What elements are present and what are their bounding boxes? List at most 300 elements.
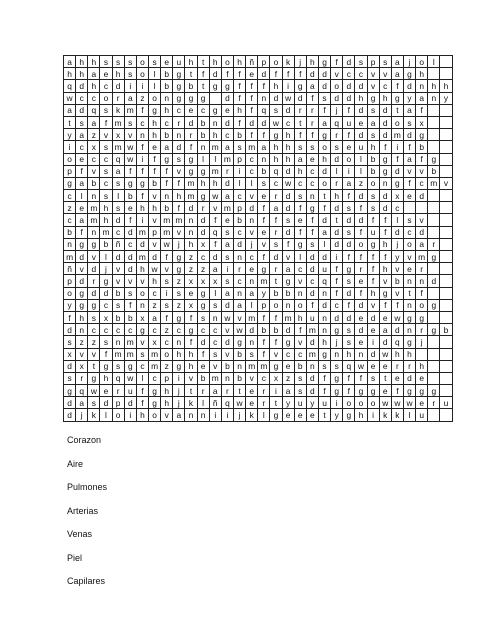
grid-cell: s — [124, 68, 136, 80]
grid-cell: f — [124, 165, 136, 177]
grid-cell: a — [161, 141, 173, 153]
grid-cell: l — [76, 190, 88, 202]
grid-row — [64, 104, 453, 116]
grid-cell: n — [88, 226, 100, 238]
grid-cell: v — [270, 348, 282, 360]
grid-cell: d — [379, 190, 391, 202]
grid-cell: c — [294, 263, 306, 275]
grid-cell: f — [185, 336, 197, 348]
grid-cell: f — [270, 68, 282, 80]
grid-cell: r — [221, 165, 233, 177]
grid-cell: m — [282, 311, 294, 323]
grid-cell: f — [379, 251, 391, 263]
grid-cell: l — [148, 68, 160, 80]
grid-cell: e — [197, 360, 209, 372]
grid-cell: r — [331, 129, 343, 141]
grid-cell: d — [403, 80, 415, 92]
grid-cell: f — [367, 275, 379, 287]
grid-cell: q — [64, 80, 76, 92]
grid-cell: t — [403, 287, 415, 299]
grid-cell: d — [379, 336, 391, 348]
word-list-item: Venas — [67, 529, 93, 539]
grid-cell: c — [88, 92, 100, 104]
grid-cell: m — [100, 226, 112, 238]
grid-cell: d — [294, 92, 306, 104]
grid-cell: n — [112, 336, 124, 348]
grid-cell: h — [185, 348, 197, 360]
grid-row — [64, 165, 453, 177]
grid-cell: l — [136, 372, 148, 384]
grid-cell: d — [318, 165, 330, 177]
grid-row — [64, 202, 453, 214]
grid-cell: c — [148, 324, 160, 336]
grid-cell: d — [112, 80, 124, 92]
grid-cell: s — [367, 190, 379, 202]
grid-cell — [440, 311, 452, 323]
grid-cell: d — [246, 202, 258, 214]
grid-cell: f — [355, 372, 367, 384]
grid-cell: c — [100, 177, 112, 189]
grid-cell: j — [233, 409, 245, 421]
grid-cell: d — [221, 92, 233, 104]
grid-cell: d — [343, 311, 355, 323]
grid-cell: h — [282, 129, 294, 141]
grid-cell: w — [391, 397, 403, 409]
grid-cell: n — [403, 275, 415, 287]
grid-cell: t — [270, 397, 282, 409]
grid-cell: z — [148, 299, 160, 311]
grid-row — [64, 190, 453, 202]
grid-cell: d — [221, 299, 233, 311]
grid-cell: y — [440, 92, 452, 104]
grid-cell: b — [367, 165, 379, 177]
grid-cell: c — [343, 68, 355, 80]
grid-cell: s — [318, 360, 330, 372]
grid-cell: f — [270, 214, 282, 226]
grid-cell: v — [246, 226, 258, 238]
grid-cell: f — [209, 214, 221, 226]
grid-cell: d — [343, 287, 355, 299]
grid-cell: a — [221, 141, 233, 153]
grid-cell: s — [173, 153, 185, 165]
grid-cell: b — [88, 177, 100, 189]
grid-cell: o — [403, 238, 415, 250]
grid-cell: e — [391, 372, 403, 384]
grid-cell: p — [233, 202, 245, 214]
grid-cell: m — [148, 360, 160, 372]
grid-cell: e — [403, 263, 415, 275]
grid-cell: o — [331, 80, 343, 92]
grid-cell: h — [428, 80, 440, 92]
grid-cell: e — [367, 360, 379, 372]
grid-cell: h — [355, 409, 367, 421]
grid-cell: p — [64, 275, 76, 287]
grid-cell: g — [343, 409, 355, 421]
grid-cell: f — [282, 238, 294, 250]
grid-cell: k — [88, 409, 100, 421]
grid-cell: h — [391, 348, 403, 360]
grid-cell: c — [136, 116, 148, 128]
grid-cell: f — [246, 104, 258, 116]
grid-cell: d — [343, 56, 355, 68]
grid-cell: w — [221, 311, 233, 323]
grid-cell: h — [88, 80, 100, 92]
grid-cell: h — [379, 238, 391, 250]
grid-cell: u — [440, 397, 452, 409]
grid-cell: f — [258, 80, 270, 92]
grid-cell: d — [282, 104, 294, 116]
grid-cell: h — [282, 153, 294, 165]
grid-cell: g — [173, 68, 185, 80]
grid-cell: v — [391, 263, 403, 275]
grid-cell: q — [209, 226, 221, 238]
grid-cell: d — [282, 165, 294, 177]
grid-cell: s — [343, 202, 355, 214]
grid-cell: n — [185, 226, 197, 238]
grid-cell: s — [294, 385, 306, 397]
grid-cell: c — [136, 360, 148, 372]
grid-cell: v — [88, 251, 100, 263]
grid-row — [64, 287, 453, 299]
grid-cell: c — [197, 104, 209, 116]
grid-cell: f — [416, 104, 428, 116]
grid-cell: s — [112, 360, 124, 372]
grid-cell: b — [270, 324, 282, 336]
grid-cell: n — [416, 80, 428, 92]
grid-cell: g — [124, 177, 136, 189]
grid-cell: d — [428, 275, 440, 287]
grid-cell: s — [124, 287, 136, 299]
grid-cell: d — [88, 287, 100, 299]
grid-cell: m — [112, 141, 124, 153]
grid-row — [64, 348, 453, 360]
grid-row — [64, 409, 453, 421]
grid-cell: d — [233, 238, 245, 250]
grid-cell: r — [185, 129, 197, 141]
grid-cell: p — [367, 56, 379, 68]
grid-cell: n — [209, 116, 221, 128]
grid-cell: c — [294, 348, 306, 360]
grid-cell: g — [403, 68, 415, 80]
grid-cell: s — [403, 214, 415, 226]
grid-cell: d — [282, 226, 294, 238]
grid-cell: q — [221, 397, 233, 409]
grid-cell: p — [161, 372, 173, 384]
grid-cell: i — [124, 409, 136, 421]
grid-cell: w — [391, 311, 403, 323]
grid-cell: s — [403, 116, 415, 128]
grid-cell: r — [391, 360, 403, 372]
grid-cell: m — [246, 360, 258, 372]
grid-cell — [428, 287, 440, 299]
grid-cell: y — [64, 129, 76, 141]
grid-row — [64, 385, 453, 397]
grid-cell: n — [355, 348, 367, 360]
grid-cell: b — [112, 287, 124, 299]
grid-cell: b — [221, 360, 233, 372]
grid-cell: h — [148, 275, 160, 287]
grid-cell: g — [282, 336, 294, 348]
grid-cell: d — [306, 336, 318, 348]
grid-cell: g — [209, 104, 221, 116]
grid-cell: d — [112, 251, 124, 263]
grid-cell: f — [100, 116, 112, 128]
grid-cell: m — [258, 275, 270, 287]
grid-cell: t — [64, 116, 76, 128]
grid-cell: l — [391, 214, 403, 226]
grid-cell: y — [331, 409, 343, 421]
grid-cell: h — [318, 336, 330, 348]
grid-cell: c — [233, 275, 245, 287]
grid-cell: c — [173, 324, 185, 336]
grid-cell: e — [100, 68, 112, 80]
grid-cell: q — [331, 116, 343, 128]
grid-cell: f — [76, 226, 88, 238]
grid-cell: n — [161, 190, 173, 202]
grid-cell: x — [197, 275, 209, 287]
grid-cell: f — [331, 56, 343, 68]
grid-cell: o — [355, 397, 367, 409]
grid-cell: g — [88, 299, 100, 311]
grid-cell: w — [88, 385, 100, 397]
grid-cell: d — [306, 263, 318, 275]
grid-row — [64, 214, 453, 226]
grid-cell: r — [258, 397, 270, 409]
grid-cell: g — [185, 324, 197, 336]
grid-cell: d — [124, 397, 136, 409]
grid-cell: d — [124, 226, 136, 238]
grid-row — [64, 177, 453, 189]
grid-cell: k — [112, 104, 124, 116]
grid-cell: g — [428, 299, 440, 311]
grid-cell: e — [100, 385, 112, 397]
grid-cell: x — [416, 116, 428, 128]
grid-cell: a — [76, 177, 88, 189]
grid-row — [64, 324, 453, 336]
grid-cell: v — [148, 214, 160, 226]
grid-cell: o — [355, 238, 367, 250]
grid-cell: w — [270, 116, 282, 128]
grid-cell: u — [416, 409, 428, 421]
grid-cell: h — [416, 68, 428, 80]
grid-cell: d — [124, 251, 136, 263]
grid-cell: x — [100, 311, 112, 323]
grid-cell — [428, 68, 440, 80]
grid-cell: e — [258, 226, 270, 238]
grid-cell: t — [331, 214, 343, 226]
grid-cell — [440, 56, 452, 68]
grid-cell: a — [221, 287, 233, 299]
grid-cell: a — [64, 56, 76, 68]
grid-cell: t — [294, 116, 306, 128]
grid-cell: r — [294, 104, 306, 116]
grid-cell: e — [124, 202, 136, 214]
grid-cell: i — [331, 251, 343, 263]
grid-cell: v — [379, 68, 391, 80]
grid-cell: n — [185, 409, 197, 421]
grid-row — [64, 251, 453, 263]
grid-cell: m — [209, 165, 221, 177]
grid-cell: s — [233, 141, 245, 153]
grid-cell: a — [88, 68, 100, 80]
grid-cell: z — [161, 324, 173, 336]
grid-cell: j — [331, 336, 343, 348]
grid-cell: q — [343, 360, 355, 372]
grid-cell: e — [355, 311, 367, 323]
grid-cell: c — [112, 324, 124, 336]
grid-cell: n — [306, 360, 318, 372]
grid-cell: n — [185, 214, 197, 226]
grid-cell: e — [306, 409, 318, 421]
grid-cell: a — [318, 226, 330, 238]
grid-cell: n — [294, 287, 306, 299]
grid-cell: c — [391, 202, 403, 214]
grid-cell — [440, 214, 452, 226]
grid-cell: d — [379, 202, 391, 214]
grid-cell: l — [148, 80, 160, 92]
grid-cell: v — [233, 311, 245, 323]
grid-cell: l — [197, 397, 209, 409]
grid-cell: n — [282, 299, 294, 311]
grid-cell: b — [233, 129, 245, 141]
grid-cell: n — [416, 275, 428, 287]
grid-cell: v — [173, 226, 185, 238]
grid-cell: j — [391, 238, 403, 250]
grid-cell: l — [209, 153, 221, 165]
grid-cell — [440, 336, 452, 348]
grid-cell: l — [428, 56, 440, 68]
grid-cell: e — [379, 311, 391, 323]
grid-cell: e — [246, 397, 258, 409]
grid-cell: q — [88, 104, 100, 116]
grid-cell: f — [318, 385, 330, 397]
grid-cell: g — [161, 153, 173, 165]
grid-cell: z — [88, 336, 100, 348]
grid-cell: c — [233, 226, 245, 238]
grid-cell: f — [343, 104, 355, 116]
grid-row — [64, 372, 453, 384]
grid-cell: a — [318, 116, 330, 128]
grid-cell: c — [148, 287, 160, 299]
grid-cell: a — [391, 56, 403, 68]
grid-cell: h — [100, 372, 112, 384]
grid-cell: g — [331, 372, 343, 384]
grid-cell — [416, 202, 428, 214]
grid-cell: g — [367, 92, 379, 104]
grid-cell: r — [306, 116, 318, 128]
grid-cell — [428, 141, 440, 153]
grid-cell: d — [246, 324, 258, 336]
grid-cell: m — [416, 251, 428, 263]
grid-cell: g — [124, 360, 136, 372]
grid-cell: h — [148, 202, 160, 214]
grid-cell: h — [367, 141, 379, 153]
grid-cell — [440, 275, 452, 287]
grid-cell: v — [209, 202, 221, 214]
grid-cell: a — [233, 299, 245, 311]
grid-cell: f — [331, 263, 343, 275]
grid-cell: d — [76, 251, 88, 263]
grid-cell: z — [64, 202, 76, 214]
grid-cell: a — [403, 153, 415, 165]
grid-cell: g — [148, 104, 160, 116]
grid-cell: ñ — [64, 263, 76, 275]
grid-cell: g — [306, 202, 318, 214]
grid-row — [64, 226, 453, 238]
grid-cell: s — [221, 226, 233, 238]
grid-row — [64, 153, 453, 165]
grid-cell: i — [161, 287, 173, 299]
grid-cell: n — [403, 324, 415, 336]
grid-cell: s — [112, 56, 124, 68]
grid-cell: v — [282, 251, 294, 263]
grid-cell: c — [64, 190, 76, 202]
grid-cell — [440, 202, 452, 214]
grid-cell: u — [318, 263, 330, 275]
grid-cell: h — [233, 104, 245, 116]
grid-cell: s — [112, 202, 124, 214]
grid-cell: w — [64, 92, 76, 104]
grid-cell: n — [379, 177, 391, 189]
grid-cell: d — [282, 324, 294, 336]
grid-cell: n — [331, 348, 343, 360]
grid-cell: l — [258, 409, 270, 421]
grid-cell: f — [136, 104, 148, 116]
grid-cell: h — [306, 56, 318, 68]
grid-cell: h — [161, 397, 173, 409]
grid-cell: d — [258, 116, 270, 128]
grid-cell: e — [416, 397, 428, 409]
grid-cell: a — [306, 80, 318, 92]
grid-cell: d — [355, 104, 367, 116]
grid-cell: g — [428, 324, 440, 336]
grid-cell: r — [221, 385, 233, 397]
grid-cell — [428, 129, 440, 141]
grid-cell: f — [258, 336, 270, 348]
grid-cell: l — [100, 251, 112, 263]
grid-cell: g — [64, 177, 76, 189]
grid-cell: f — [306, 92, 318, 104]
grid-cell: v — [76, 263, 88, 275]
grid-cell: q — [112, 372, 124, 384]
grid-cell: h — [100, 214, 112, 226]
grid-cell: i — [124, 80, 136, 92]
grid-cell — [403, 202, 415, 214]
grid-cell: a — [367, 116, 379, 128]
word-list-item: Corazon — [67, 435, 102, 445]
grid-cell: a — [343, 177, 355, 189]
grid-cell: m — [221, 202, 233, 214]
grid-cell: v — [161, 263, 173, 275]
grid-cell: s — [173, 287, 185, 299]
grid-cell: v — [161, 409, 173, 421]
grid-cell: a — [64, 104, 76, 116]
grid-cell: f — [367, 214, 379, 226]
grid-cell: p — [112, 397, 124, 409]
grid-cell: a — [88, 116, 100, 128]
grid-cell: k — [391, 409, 403, 421]
grid-cell: h — [88, 56, 100, 68]
grid-cell: f — [258, 129, 270, 141]
grid-cell: f — [391, 385, 403, 397]
grid-cell: s — [161, 299, 173, 311]
grid-cell: b — [258, 165, 270, 177]
grid-cell: x — [185, 299, 197, 311]
grid-cell: m — [428, 177, 440, 189]
grid-cell: g — [355, 385, 367, 397]
grid-cell: l — [403, 409, 415, 421]
grid-cell: d — [403, 129, 415, 141]
